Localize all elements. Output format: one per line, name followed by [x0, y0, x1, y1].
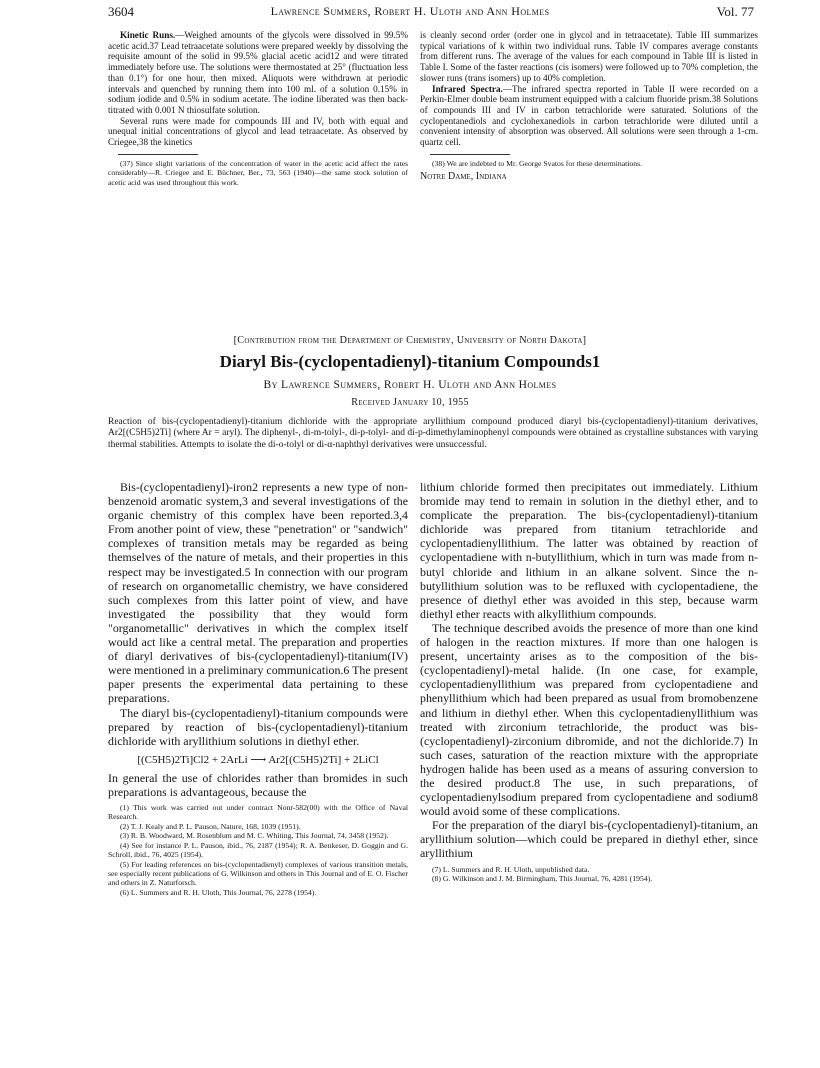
chlorides-paragraph: In general the use of chlorides rather than bromides in such preparations is advantageous, because the [108, 770, 408, 799]
kinetic-runs-heading: Kinetic Runs. [120, 30, 176, 40]
contribution-line: [Contribution from the Department of Chemistry, University of North Dakota] [233, 335, 587, 346]
footnote-3: (3) R. B. Woodward, M. Rosenblum and M. C. Whiting, This Journal, 74, 3458 (1952). [120, 831, 389, 841]
footnote-1: (1) This work was carried out under contract Nonr-582(00) with the Office of Naval Research. [108, 803, 408, 822]
prev-article-right-column [420, 30, 758, 183]
kinetic-runs-paragraph: —Weighed amounts of the glycols were dissolved in 99.5% acetic acid.37 Lead tetraacetate solutions were prepared weekly by dissolving the requisite amount of the solid in 99.5% glacial acetic acid12 and were titrated immediately before use. The solutions were thermostated at 25° (fluctuation less than 0.1°) for one hour, then mixed. Aliquots were withdrawn at periodic intervals and quenched by running them into 100 ml. of a solution 0.15% in sodium iodide and 0.5% in sodium acetate. The iodine liberated was then back-titrated with 0.001 N thiosulfate solution. [108, 30, 408, 115]
footnote-7: (7) L. Summers and R. H. Uloth, unpublished data. [432, 864, 590, 874]
lithium-chloride-paragraph: lithium chloride formed then precipitates out immediately. Lithium bromide may tend to remain in solution in the diethyl ether, and to complicate the preparation. The bis-(cyclopentadienyl)-titanium dichloride was prepared from titanium tetrachloride and cyclopentadienyllithium. The latter was obtained by reaction of cyclopentadiene with n-butyllithium, which in turn was made from n-butyl chloride and lithium in an alkane solvent. Since the n-butyllithium solution was to be refluxed with cyclopentadiene, the presence of diethyl ether was avoided in this step, because warm diethyl ether reacts with alkyllithium compounds. [420, 480, 758, 621]
infrared-spectra-heading: Infrared Spectra. [432, 83, 503, 94]
runs-paragraph: Several runs were made for compounds III and IV, both with equal and unequal initial concentrations of glycol and lead tetraacetate. As observed by Criegee,38 the kinetics [108, 115, 408, 148]
article-authors: By Lawrence Summers, Robert H. Uloth and Ann Holmes [263, 379, 557, 391]
left-footnotes [108, 803, 408, 897]
received-date: Received January 10, 1955 [351, 397, 469, 408]
footnote-38: (38) We are indebted to Mr. George Svatos for these determinations. [432, 158, 643, 168]
technique-paragraph: The technique described avoids the presence of more than one kind of halogen in the reaction mixtures. If more than one halogen is present, uncertainty arises as to the composition of the bis-(cyclopentadienyl)-metal halide. (In one case, for example, cyclopentadienyllithium was prepared from cyclopentadiene and phenyllithium which had been prepared as usual from bromobenzene and lithium in diethyl ether. When this cyclopentadienyllithium was treated with zirconium tetrachloride, the product was bis-(cyclopentadienyl)-zirconium dibromide, and not the dichloride.7) In such cases, saturation of the reaction mixture with the appropriate hydrogen halide has been used as a means of assuring conversion to the desired product.8 The use, in such preparations, of cyclopentadienylsodium prepared from cyclopentadiene and sodium8 would avoid some of these complications. [420, 620, 758, 819]
intro-paragraph: Bis-(cyclopentadienyl)-iron2 represents a new type of non-benzenoid aromatic system,3 and several investigations of the organic chemistry of this complex have been reported.3,4 From another point of view, these "penetration" or "sandwich" complexes of transition metals may be regarded as being themselves of the nature of metals, and their properties in this respect may be investigated.5 In connection with our program of research on organometallic chemistry, we have considered such complexes from this latter point of view, and have investigated the possibility that they would form "organometallic" derivatives in which the complex itself would act like a central metal. The preparation and properties of diaryl derivatives of bis-(cyclopentadienyl)-titanium(IV) were mentioned in a preliminary communication.6 The present paper presents the experimental data pertaining to these preparations. [108, 480, 408, 706]
page-number: 3604 [108, 4, 134, 19]
footnote-6: (6) L. Summers and R. H. Uloth, This Journal, 76, 2278 (1954). [120, 887, 317, 897]
right-footnotes [420, 865, 758, 884]
infrared-spectra-paragraph: —The infrared spectra reported in Table II were recorded on a Perkin-Elmer double beam instrument equipped with a calcium fluoride prism.38 Solutions of compounds III and IV in carbon tetrachloride were saturated. Solutions of the cyclopentanediols and cyclohexanediols in carbon tetrachloride were diluted until a convenient intensity of absorption was observed. All solutions were seen through a 1-cm. quartz cell. [420, 83, 758, 148]
footnote-divider [430, 154, 510, 155]
footnote-2: (2) T. J. Kealy and P. L. Pauson, Nature, 168, 1039 (1951). [120, 821, 301, 831]
article-title: Diaryl Bis-(cyclopentadienyl)-titanium Compounds1 [219, 352, 601, 371]
footnote-37: (37) Since slight variations of the concentration of water in the acetic acid affect the rates considerably—R. Criegee and E. Büchner, Ber., 73, 563 (1940)—the same stock solution of acetic acid was used throughout this work. [108, 158, 408, 187]
footnote-5: (5) For leading references on bis-(cyclopentadienyl) complexes of various transition metals, see especially recent publications of G. Wilkinson and others in This Journal and of E. O. Fischer and others in Z. Naturforsch. [108, 859, 408, 888]
main-right-column [420, 480, 758, 883]
volume-label: Vol. 77 [716, 4, 754, 19]
preparation-paragraph: The diaryl bis-(cyclopentadienyl)-titanium compounds were prepared by reaction of bis-(cyclopentadienyl)-titanium dichloride with aryllithium solutions in diethyl ether. [108, 705, 408, 748]
footnote-divider [118, 154, 198, 155]
running-title: Lawrence Summers, Robert H. Uloth and Ann Holmes [270, 4, 550, 18]
affiliation: Notre Dame, Indiana [420, 171, 507, 183]
footnote-8: (8) G. Wilkinson and J. M. Birmingham, This Journal, 76, 4281 (1954). [432, 873, 653, 883]
order-paragraph: is cleanly second order (order one in glycol and in tetraacetate). Table III summarizes typical variations of k within two individual runs. Table IV compares average constants from different runs. The average of the values for each compound in Table III is listed in Table I. Some of the faster reactions (cis isomers) were followed up to 70% completion, the slower runs (trans isomers) up to 40% completion. [420, 30, 758, 83]
abstract: Reaction of bis-(cyclopentadienyl)-titanium dichloride with the appropriate aryllithium compound produced diaryl bis-(cyclopentadienyl)-titanium derivatives, Ar2[(C5H5)2Ti] (where Ar = aryl). The diphenyl-, di-m-tolyl-, di-p-tolyl- and di-p-dimethylaminophenyl compounds were obtained as crystalline substances with varying thermal stabilities. Attempts to isolate the di-o-tolyl or di-α-naphthyl derivatives were unsuccessful. [108, 417, 758, 450]
main-left-column [108, 480, 408, 897]
footnote-4: (4) See for instance P. L. Pauson, ibid., 76, 2187 (1954); R. A. Benkeser, D. Goggin and G. Schroll, ibid., 76, 4025 (1954). [108, 840, 408, 860]
prev-article-left-column [108, 30, 408, 187]
diaryl-preparation-paragraph: For the preparation of the diaryl bis-(cyclopentadienyl)-titanium, an aryllithium solution—which could be prepared in diethyl ether, since aryllithium [420, 818, 758, 861]
reaction-equation: [(C5H5)2Ti]Cl2 + 2ArLi ⟶ Ar2[(C5H5)2Ti] + 2LiCl [137, 753, 379, 766]
